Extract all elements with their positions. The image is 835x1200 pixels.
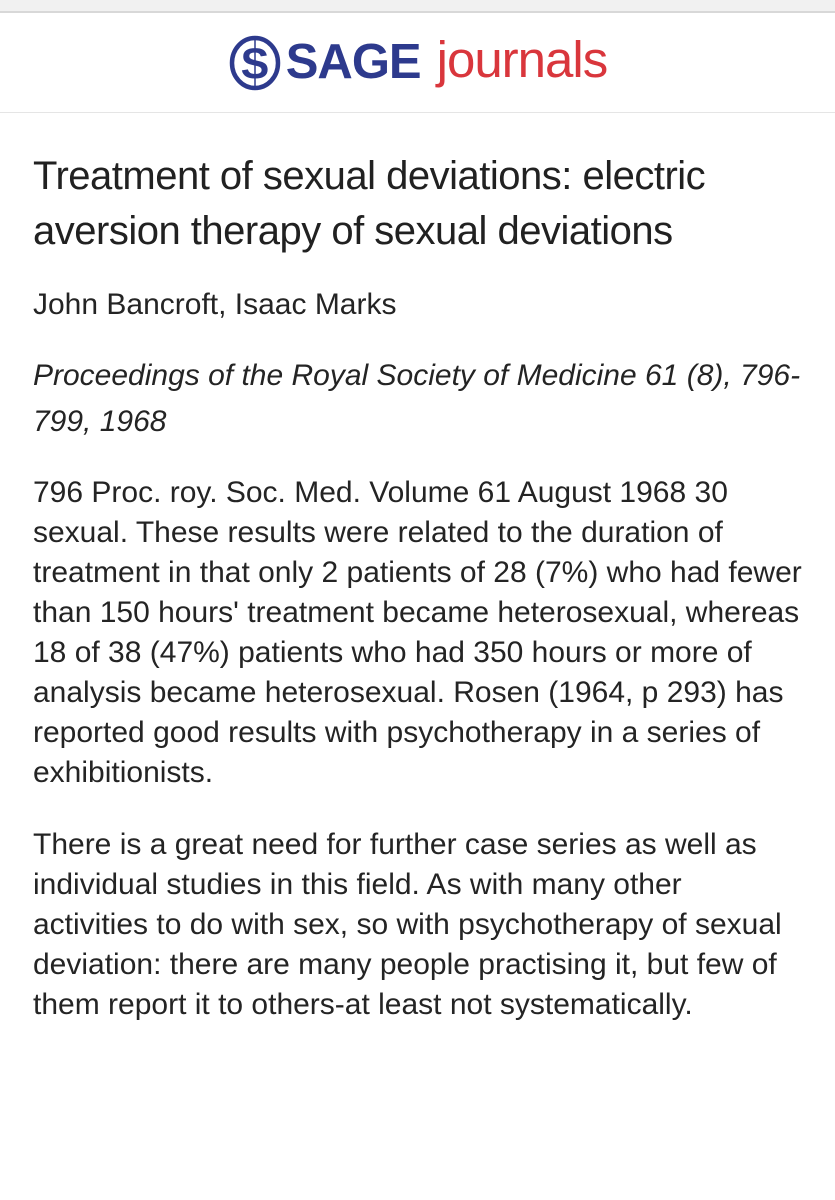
sage-s-logo-icon	[228, 34, 282, 92]
abstract-paragraph: 796 Proc. roy. Soc. Med. Volume 61 August 1968 30 sexual. These results were related to the duration of treatment in that only 2 patients of 28 (7%) who had fewer than 150 hours' treatment became heterosexual, whereas 18 of 38 (47%) patients who had 350 hours or more of analysis became heterosexual. Rosen (1964, p 293) has reported good results with psychotherapy in a series of exhibitionists.	[33, 476, 802, 789]
article-citation: Proceedings of the Royal Society of Medicine 61 (8), 796-799, 1968	[33, 359, 801, 438]
article-content	[0, 113, 835, 1025]
site-header	[0, 13, 835, 113]
svg-text:S: S	[240, 39, 270, 88]
top-strip	[0, 0, 835, 13]
journals-logo-text: journals	[436, 31, 608, 88]
sage-logo-text: SAGE	[285, 35, 421, 89]
sage-journals-logo[interactable]	[228, 31, 608, 92]
article-title: Treatment of sexual deviations: electric aversion therapy of sexual deviations	[33, 154, 706, 253]
article-authors: John Bancroft, Isaac Marks	[33, 288, 397, 321]
abstract-paragraph: There is a great need for further case series as well as individual studies in this field. As with many other activities to do with sex, so with psychotherapy of sexual deviation: there are many people practising it, but few of them report it to others-at least not systematically.	[33, 828, 782, 1021]
